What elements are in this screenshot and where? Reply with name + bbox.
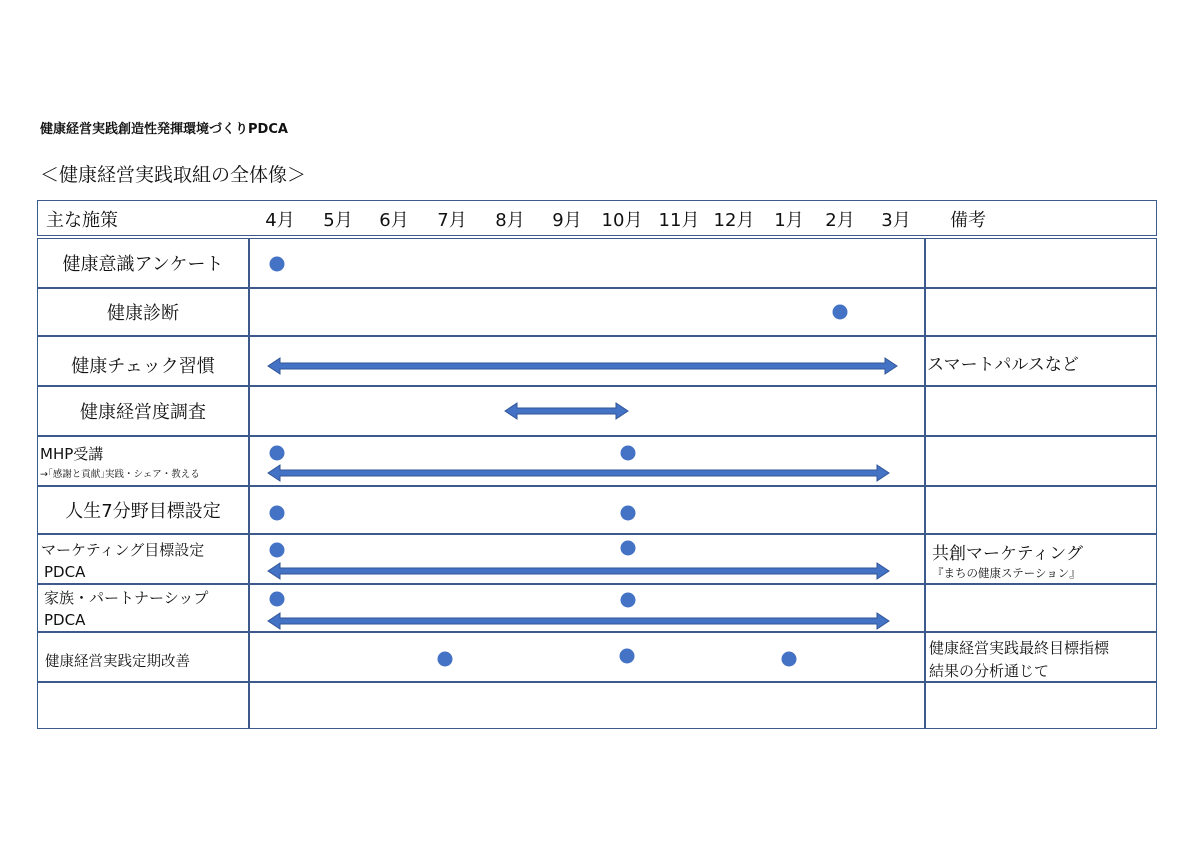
event-dot: [621, 541, 636, 556]
event-dot: [833, 305, 848, 320]
row-2-label: 健康チェック習慣: [71, 356, 215, 377]
month-header: 6月: [379, 210, 409, 231]
month-header: 10月: [601, 210, 643, 231]
row-7-label-line2: PDCA: [44, 611, 86, 629]
row-6-label: マーケティング目標設定: [41, 541, 205, 559]
period-arrow: [268, 613, 889, 629]
month-header: 8月: [495, 210, 525, 231]
document-title: 健康経営実践創造性発揮環境づくりPDCA: [40, 122, 288, 137]
period-arrow: [268, 563, 889, 579]
period-arrow: [505, 403, 628, 419]
month-header: 3月: [881, 210, 911, 231]
event-dot: [620, 649, 635, 664]
row-3-label: 健康経営度調査: [80, 402, 206, 423]
month-header: 5月: [323, 210, 353, 231]
period-arrow: [268, 358, 897, 374]
period-arrow: [268, 465, 889, 481]
row-8-remark: 健康経営実践最終目標指標: [929, 639, 1110, 657]
row-4-label: MHP受講: [40, 445, 104, 463]
document-subtitle: ＜健康経営実践取組の全体像＞: [40, 164, 307, 186]
event-dot: [438, 652, 453, 667]
event-dot: [270, 543, 285, 558]
remarks-header: 備考: [950, 210, 986, 231]
row-6-remark-line2: 『まちの健康ステーション』: [932, 566, 1081, 580]
month-header: 12月: [713, 210, 755, 231]
row-6-label-line2: PDCA: [44, 563, 86, 581]
row-8-label: 健康経営実践定期改善: [45, 654, 190, 670]
month-header: 11月: [658, 210, 700, 231]
row-5-label: 人生7分野目標設定: [65, 501, 221, 522]
event-dot: [621, 506, 636, 521]
row-8-remark-line2: 結果の分析通じて: [929, 662, 1050, 680]
row-2-remark: スマートパルスなど: [927, 355, 1079, 375]
row-4-sublabel: →｢感謝と貢献｣実践・シェア・教える: [40, 469, 200, 480]
month-header: 9月: [552, 210, 582, 231]
event-dot: [270, 506, 285, 521]
event-dot: [621, 446, 636, 461]
event-dot: [270, 257, 285, 272]
event-dot: [621, 593, 636, 608]
event-dot: [270, 592, 285, 607]
month-header: 7月: [437, 210, 467, 231]
month-header: 1月: [774, 210, 804, 231]
row-1-label: 健康診断: [107, 303, 179, 324]
month-header: 2月: [825, 210, 855, 231]
event-dot: [270, 446, 285, 461]
event-dot: [782, 652, 797, 667]
header-label: 主な施策: [46, 210, 118, 231]
row-0-label: 健康意識アンケート: [62, 254, 224, 275]
row-6-remark: 共創マーケティング: [932, 544, 1083, 564]
month-header: 4月: [265, 210, 295, 231]
row-7-label: 家族・パートナーシップ: [44, 589, 209, 607]
